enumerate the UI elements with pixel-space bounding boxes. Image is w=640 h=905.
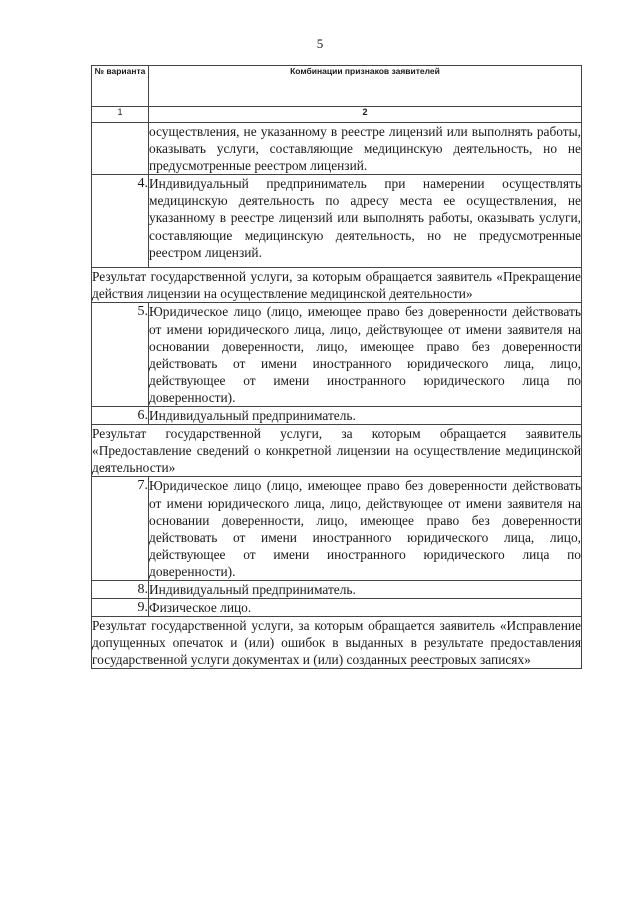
variant-description: Индивидуальный предприниматель. — [149, 580, 582, 598]
table-row — [92, 123, 582, 175]
variant-description: Индивидуальный предприниматель. — [149, 407, 582, 425]
variant-number: 7. — [92, 477, 149, 581]
result-section-row — [92, 617, 582, 669]
variant-number: 5. — [92, 303, 149, 407]
applicant-combinations-table — [91, 65, 582, 669]
table-row — [92, 407, 582, 425]
result-heading: Результат государственной услуги, за которым обращается заявитель «Предоставление сведений о конкретной лицензии на осуществление медицинской деятельности» — [92, 426, 581, 476]
result-section-row — [92, 425, 582, 477]
table-row — [92, 175, 582, 268]
variant-number — [92, 123, 149, 175]
variant-number: 9. — [92, 599, 149, 617]
variant-description: Юридическое лицо (лицо, имеющее право без доверенности действовать от имени юридического лица, лицо, действующее от имени заявителя на основании доверенности, лицо, имеющее право без доверенности действовать от имени иностранного юридического лица, лицо, действующее от имени иностранного юридического лица по доверенности). — [149, 304, 581, 405]
result-section-row — [92, 268, 582, 303]
variant-number: 4. — [92, 175, 149, 268]
page-number: 5 — [316, 36, 324, 51]
table-header-row — [92, 66, 582, 107]
column-index-2: 2 — [149, 107, 582, 123]
header-variant-number: № варианта — [92, 66, 149, 107]
table-row — [92, 580, 582, 598]
table-row — [92, 303, 582, 407]
variant-number: 8. — [92, 580, 149, 598]
variant-description: Физическое лицо. — [149, 599, 582, 617]
variant-description: Юридическое лицо (лицо, имеющее право без доверенности действовать от имени юридического лица, лицо, действующее от имени заявителя на основании доверенности, лицо, имеющее право без доверенности действовать от имени иностранного юридического лица, лицо, действующее от имени иностранного юридического лица по доверенности). — [149, 478, 581, 579]
table-row — [92, 477, 582, 581]
header-combinations: Комбинации признаков заявителей — [149, 66, 582, 107]
table-row — [92, 599, 582, 617]
variant-description: Индивидуальный предприниматель при намерении осуществлять медицинскую деятельность по адресу места ее осуществления, не указанному в реестре лицензий или выполнять работы, оказывать услуги, составляющие медицинскую деятельность, но не предусмотренные реестром лицензий. — [149, 175, 582, 268]
variant-description: осуществления, не указанному в реестре лицензий или выполнять работы, оказывать услуги, составляющие медицинскую деятельность, но не предусмотренные реестром лицензий. — [149, 124, 581, 174]
column-index-row — [92, 107, 582, 123]
column-index-1: 1 — [92, 107, 149, 123]
result-heading: Результат государственной услуги, за которым обращается заявитель «Прекращение действия лицензии на осуществление медицинской деятельности» — [92, 269, 581, 302]
variant-number: 6. — [92, 407, 149, 425]
result-heading: Результат государственной услуги, за которым обращается заявитель «Исправление допущенных опечаток и (или) ошибок в выданных в результате предоставления государственной услуги документах и (или) созданных реестровых записях» — [92, 618, 581, 668]
